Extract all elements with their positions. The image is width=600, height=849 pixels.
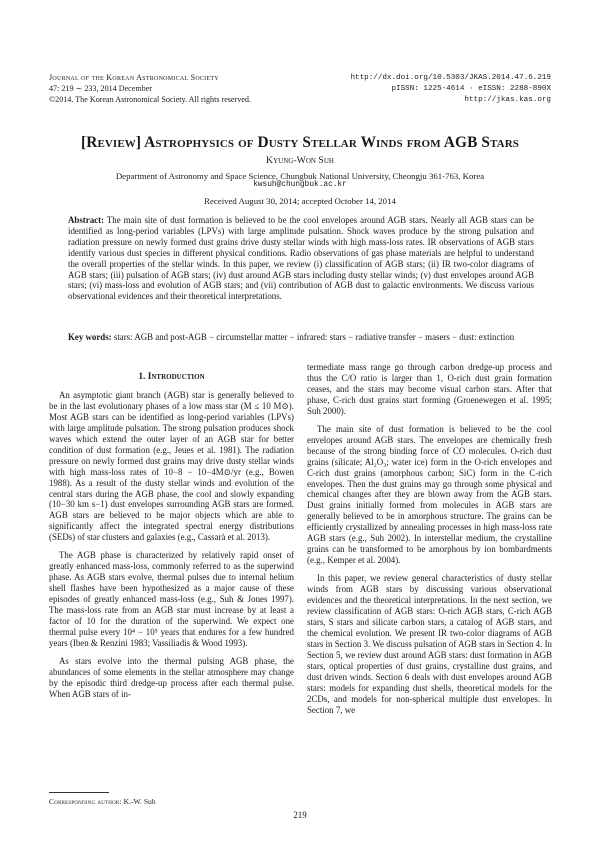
page-number: 219 xyxy=(293,810,307,820)
doi-link[interactable]: http://dx.doi.org/10.5303/JKAS.2014.47.6.219 xyxy=(350,74,551,82)
corresponding-author-name: K.-W. Suh xyxy=(123,797,156,806)
author-affiliation: Department of Astronomy and Space Science, Chungbuk National University, Cheongju 361-763, Korea xyxy=(115,171,485,181)
received-dates: Received August 30, 2014; accepted October 14, 2014 xyxy=(204,196,396,206)
paragraph-continued: termediate mass range go through carbon dredge-up process and thus the C/O ratio is larger than 1, O-rich dust grain formation ceases, and the stars may become visual carbon stars. After that phase, C-rich dust grains start forming (Groenewegen et al. 1995; Suh 2000). xyxy=(307,362,552,416)
footnote-divider xyxy=(49,792,109,793)
journal-url-link[interactable]: http://jkas.kas.org xyxy=(464,95,551,104)
journal-name: Journal of the Korean Astronomical Society xyxy=(49,73,219,82)
paragraph: An asymptotic giant branch (AGB) star is generally believed to be in the last evolutionary phases of a low mass star (M ≤ 10 M⊙). Most AGB stars can be identified as long-period variables (LPVs) with large amplitude pulsation. The strong pulsation produces shock waves which extend the outer layer of an AGB star for better condition of dust formation (e.g., Jeues et al. 1981). The radiation pressure on newly formed dust grains may drive dusty stellar winds with high mass-loss rates of 10−8 − 10−4M⊙/yr (e.g., Bowen 1988). As a result of the dusty stellar winds and evolution of the central stars during the AGB phase, the cool and slowly expanding (10−30 km s−1) dust envelopes surrounding AGB stars are formed. AGB stars are believed to be major objects which are able to significantly affect the integrated spectral energy distributions (SEDs) of star clusters and galaxies (e.g., Cassarà et al. 2013). xyxy=(49,389,294,543)
journal-identifiers xyxy=(291,73,551,106)
abstract-label: Abstract: xyxy=(68,215,104,225)
paragraph: As stars evolve into the thermal pulsing AGB phase, the abundances of some elements in the stellar atmosphere may change by the episodic third dredge-up process after each thermal pulse. When AGB stars of in- xyxy=(49,655,294,699)
section-heading-introduction: 1. Introduction xyxy=(138,372,205,382)
left-column xyxy=(49,372,294,700)
keywords-label: Key words: xyxy=(68,332,112,342)
paragraph: In this paper, we review general characteristics of dusty stellar winds from AGB stars by discussing various observational evidences and the theoretical interpretations. In the next section, we review classification of AGB stars: O-rich AGB stars, C-rich AGB stars, S stars and silicate carbon stars, a catalog of AGB stars, and the chemical evolution. We present IR two-color diagrams of AGB stars in Section 3. We discuss pulsation of AGB stars in Section 4. In Section 5, we review dust around AGB stars: dust formation in AGB stars, optical properties of dust grains, crystalline dust grains, and dust driven winds. Section 6 deals with dust envelopes around AGB stars: models for expanding dust shells, theoretical models for the 2CDs, and models for non-spherical multiple dust envelopes. In Section 7, we xyxy=(307,573,552,715)
abstract-text: The main site of dust formation is believed to be the cool envelopes around AGB stars. Nearly all AGB stars can be identified as long-period variables (LPVs) with large amplitude pulsation. Shock waves produce by the strong pulsation and radiation pressure on newly formed dust grains drive dusty stellar winds with high mass-loss rates. IR observations of AGB stars identify various dust species in different physical conditions. Radio observations of gas phase materials are helpful to understand the overall properties of the stellar winds. In this paper, we review (i) classification of AGB stars; (ii) IR two-color diagrams of AGB stars; (iii) pulsation of AGB stars; (iv) dust around AGB stars including dusty stellar winds; (v) dust envelopes around AGB stars; (vi) mass-loss and evolution of AGB stars; and (vii) contribution of AGB dust to galactic environments. We discuss various observational evidences and their theoretical interpretations. xyxy=(68,215,534,302)
volume-info: 47: 219 ∼ 233, 2014 December xyxy=(49,83,152,93)
abstract xyxy=(68,215,534,302)
author-email[interactable]: kwsuh@chungbuk.ac.kr xyxy=(253,181,347,189)
corresponding-author-label: Corresponding author: xyxy=(49,797,122,806)
keywords xyxy=(68,332,534,343)
journal-header xyxy=(49,73,251,106)
author-name: Kyung-Won Suh xyxy=(266,155,334,166)
paragraph: The AGB phase is characterized by relatively rapid onset of greatly enhanced mass-loss, commonly referred to as the superwind phase. As AGB stars evolve, thermal pulses due to internal helium shell flashes have been hypothesized as a major cause of these episodes of greatly enhanced mass-loss (e.g., Suh & Jones 1997). The mass-loss rate from an AGB star must increase by at least a factor of 10 for the duration of the superwind. We expect one thermal pulse every 10⁴ − 10⁵ years that endures for a few hundred years (Iben & Renzini 1983; Vassiliadis & Wood 1993). xyxy=(49,550,294,648)
right-column xyxy=(307,362,552,716)
keywords-text: stars: AGB and post-AGB − circumstellar matter − infrared: stars − radiative transfer − masers − dust: extinction xyxy=(113,332,515,342)
corresponding-author-note xyxy=(49,797,156,806)
copyright-line: ©2014. The Korean Astronomical Society. All rights reserved. xyxy=(49,94,251,104)
paper-title: [Review] Astrophysics of Dusty Stellar Winds from AGB Stars xyxy=(81,134,519,151)
issn-line: pISSN: 1225-4614 · eISSN: 2288-890X xyxy=(391,84,551,93)
paragraph: The main site of dust formation is believed to be the cool envelopes around AGB stars. The envelopes are chemically fresh because of the strong binding force of CO molecules. O-rich dust grains (silicate; Al₂O₃; water ice) form in the O-rich envelopes and C-rich dust grains (amorphous carbon; SiC) form in the C-rich envelopes. Then the dust grains may go through some physical and chemical changes after they are blown away from the AGB stars. Dust grains initially formed from molecules in AGB stars are generally believed to be in amorphous structure. The grains can be efficiently crystallized by annealing processes in high mass-loss rate AGB stars (e.g., Suh 2002). In interstellar medium, the crystalline grains can be transformed to be amorphous by ion bombardments (e.g., Kemper et al. 2004). xyxy=(307,423,552,566)
